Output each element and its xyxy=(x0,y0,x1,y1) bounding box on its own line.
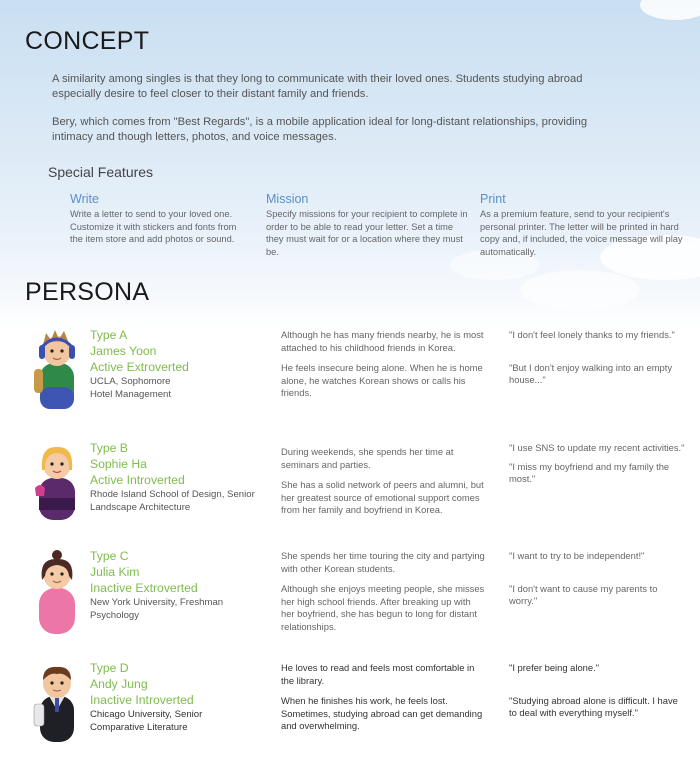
persona-description xyxy=(281,662,486,741)
persona-card-a xyxy=(0,327,700,437)
persona-school xyxy=(90,709,270,734)
persona-name: Andy Jung xyxy=(90,677,148,691)
persona-name: Sophie Ha xyxy=(90,457,147,471)
feature-title: Mission xyxy=(266,192,309,206)
persona-quotes xyxy=(509,550,687,618)
persona-trait: Active Introverted xyxy=(90,473,185,487)
persona-quote-2: "But I don't enjoy walking into an empty house..." xyxy=(509,361,673,386)
feature-title: Write xyxy=(70,192,99,206)
cloud-decoration xyxy=(640,0,700,20)
persona-trait: Inactive Extroverted xyxy=(90,581,198,595)
persona-name: James Yoon xyxy=(90,344,157,358)
persona-card-c xyxy=(0,548,700,658)
persona-quote-2: "I don't want to cause my parents to worry." xyxy=(509,582,658,607)
persona-major: Comparative Literature xyxy=(90,721,188,733)
concept-paragraph-2: Bery, which comes from "Best Regards", is a mobile application ideal for long-distant relationships, providing intimacy and though letters, photos, and voice messages. xyxy=(52,116,588,143)
persona-quote-2: "Studying abroad alone is difficult. I have to deal with everything myself." xyxy=(509,694,678,719)
feature-write xyxy=(70,192,250,246)
persona-quote-1: "I use SNS to update my recent activities." xyxy=(509,442,685,453)
avatar-andy xyxy=(32,660,82,755)
persona-description-2: She has a solid network of peers and alumni, but her greatest source of emotional support comes from her family and boyfriend in Korea. xyxy=(281,479,484,516)
concept-heading: CONCEPT xyxy=(25,27,150,55)
persona-type: Type A xyxy=(90,328,128,342)
persona-description-1: He loves to read and feels most comfortable in the library. xyxy=(281,662,475,686)
feature-title: Print xyxy=(480,192,506,206)
persona-quotes xyxy=(509,442,687,496)
persona-name: Julia Kim xyxy=(90,565,140,579)
persona-quote-1: "I want to try to be independent!" xyxy=(509,550,645,561)
persona-type: Type C xyxy=(90,549,129,563)
persona-major: Landscape Architecture xyxy=(90,501,191,513)
persona-description-1: During weekends, she spends her time at seminars and parties. xyxy=(281,446,454,470)
persona-description-2: Although she enjoys meeting people, she misses her high school friends. After breaking up with her boyfriend, she has begun to long for distant relationships. xyxy=(281,583,485,632)
persona-school-name: Chicago University, Senior xyxy=(90,709,203,720)
persona-school xyxy=(90,376,270,401)
persona-major: Hotel Management xyxy=(90,388,172,400)
persona-type: Type D xyxy=(90,661,129,675)
persona-description xyxy=(281,446,486,525)
persona-quotes xyxy=(509,662,687,730)
persona-school-name: New York University, Freshman xyxy=(90,597,224,608)
feature-description: As a premium feature, send to your recipient's personal printer. The letter will be printed in hard copy and, if included, the voice message will play automatically. xyxy=(480,209,683,257)
persona-school-name: Rhode Island School of Design, Senior xyxy=(90,489,255,500)
persona-description xyxy=(281,329,486,408)
persona-school xyxy=(90,489,270,514)
feature-description: Write a letter to send to your loved one. Customize it with stickers and fonts from the item store and add photos or sound. xyxy=(70,209,237,245)
persona-quote-1: "I prefer being alone." xyxy=(509,662,600,673)
avatar-julia xyxy=(32,548,82,643)
persona-type: Type B xyxy=(90,441,128,455)
avatar-james xyxy=(32,327,82,422)
persona-quote-1: "I don't feel lonely thanks to my friends." xyxy=(509,329,675,340)
persona-description-2: When he finishes his work, he feels lost. Sometimes, studying abroad can get demanding and overwhelming. xyxy=(281,695,483,732)
persona-trait: Active Extroverted xyxy=(90,360,189,374)
persona-card-b xyxy=(0,440,700,550)
persona-description xyxy=(281,550,486,642)
cloud-decoration xyxy=(520,270,640,310)
persona-quote-2: "I miss my boyfriend and my family the most." xyxy=(509,460,670,485)
feature-description: Specify missions for your recipient to complete in order to be able to read your letter. Set a time they must wait for or a location where they must be. xyxy=(266,209,468,257)
persona-school xyxy=(90,597,270,622)
persona-major: Psychology xyxy=(90,609,140,621)
concept-paragraph-1: A similarity among singles is that they long to communicate with their loved ones. Students studying abroad especially desire to feel closer to their distant family and friends. xyxy=(52,73,583,100)
persona-description-1: She spends her time touring the city and partying with other Korean students. xyxy=(281,550,485,574)
persona-description-1: Although he has many friends nearby, he is most attached to his childhood friends in Korea. xyxy=(281,329,484,353)
feature-mission xyxy=(266,192,471,258)
persona-description-2: He feels insecure being alone. When he is home alone, he watches Korean shows or calls his friends. xyxy=(281,362,483,399)
persona-card-d xyxy=(0,660,700,770)
persona-heading: PERSONA xyxy=(25,278,150,306)
avatar-sophie xyxy=(32,440,82,535)
special-features-heading: Special Features xyxy=(48,164,154,180)
feature-print xyxy=(480,192,685,258)
persona-trait: Inactive Introverted xyxy=(90,693,194,707)
persona-quotes xyxy=(509,329,687,397)
persona-school-name: UCLA, Sophomore xyxy=(90,376,171,387)
